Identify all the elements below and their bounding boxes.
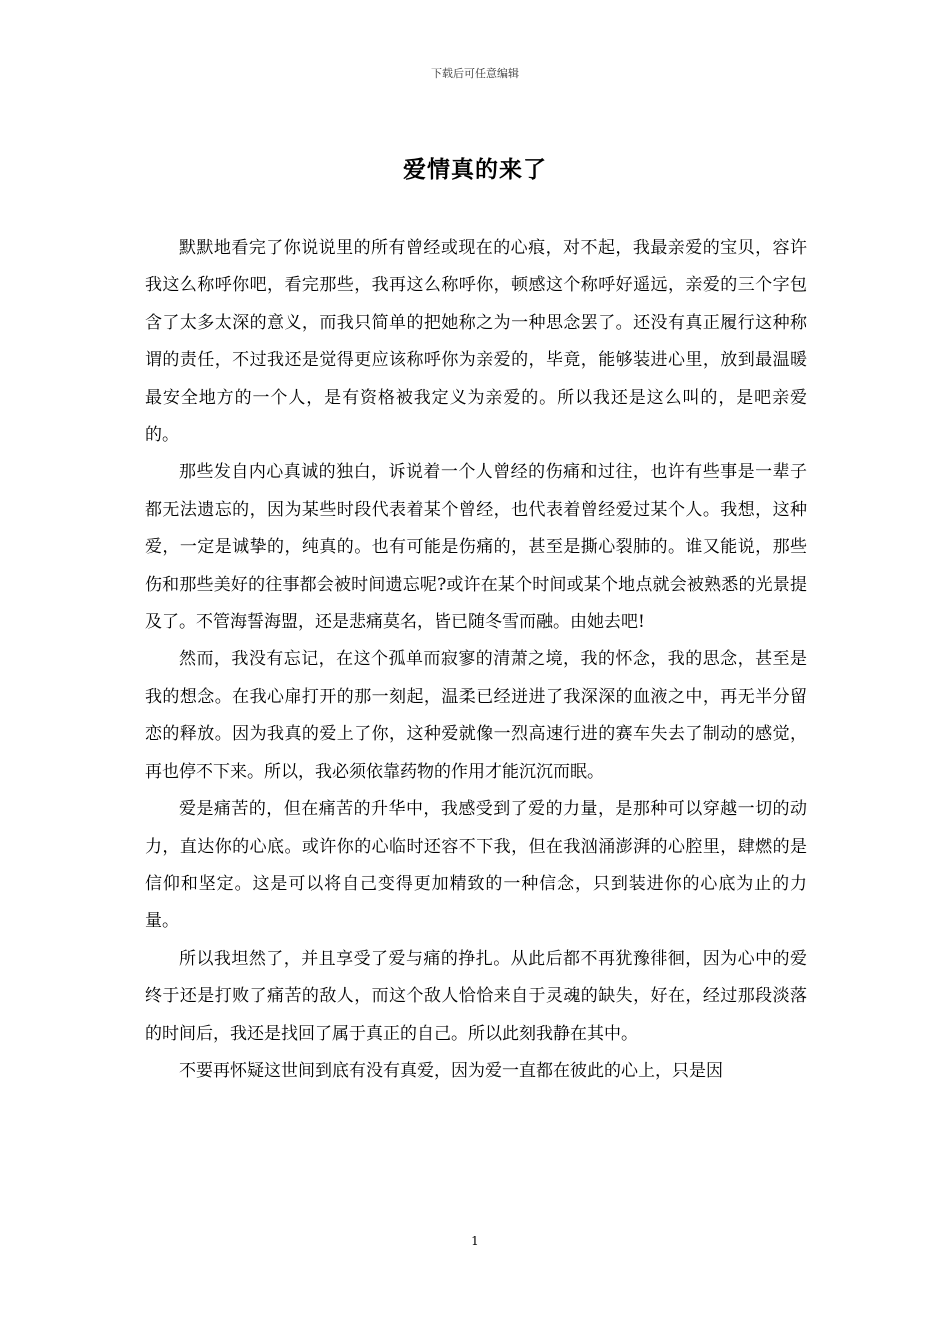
document-title: 爱情真的来了 <box>403 157 547 183</box>
header-note: 下载后可任意编辑 <box>431 67 519 80</box>
paragraph-2: 那些发自内心真诚的独白，诉说着一个人曾经的伤痛和过往，也许有些事是一辈子都无法遗忘的，因为某些时段代表着某个曾经，也代表着曾经爱过某个人。我想，这种爱，一定是诚挚的，纯真的。也有可能是伤痛的，甚至是撕心裂肺的。谁又能说，那些伤和那些美好的往事都会被时间遗忘呢?或许在某个时间或某个地点就会被熟悉的光景提及了。不管海誓海盟，还是悲痛莫名，皆已随冬雪而融。由她去吧! <box>145 462 807 633</box>
paragraph-3: 然而，我没有忘记，在这个孤单而寂寥的清萧之境，我的怀念，我的思念，甚至是我的想念。在我心扉打开的那一刻起，温柔已经迸进了我深深的血液之中，再无半分留恋的释放。因为我真的爱上了你，这种爱就像一烈高速行进的赛车失去了制动的感觉，再也停不下来。所以，我必须依靠药物的作用才能沉沉而眠。 <box>145 649 807 782</box>
paragraph-6: 不要再怀疑这世间到底有没有真爱，因为爱一直都在彼此的心上，只是因 <box>179 1060 723 1081</box>
paragraph-5: 所以我坦然了，并且享受了爱与痛的挣扎。从此后都不再犹豫徘徊，因为心中的爱终于还是打败了痛苦的敌人，而这个敌人恰恰来自于灵魂的缺失，好在，经过那段淡落的时间后，我还是找回了属于真正的自己。所以此刻我静在其中。 <box>145 948 807 1044</box>
paragraph-1: 默默地看完了你说说里的所有曾经或现在的心痕，对不起，我最亲爱的宝贝，容许我这么称呼你吧，看完那些，我再这么称呼你，顿感这个称呼好遥远，亲爱的三个字包含了太多太深的意义，而我只简单的把她称之为一种思念罢了。还没有真正履行这种称谓的责任，不过我还是觉得更应该称呼你为亲爱的，毕竟，能够装进心里，放到最温暖最安全地方的一个人，是有资格被我定义为亲爱的。所以我还是这么叫的，是吧亲爱的。 <box>145 238 807 446</box>
paragraph-4: 爱是痛苦的，但在痛苦的升华中，我感受到了爱的力量，是那种可以穿越一切的动力，直达你的心底。或许你的心临时还容不下我，但在我汹涌澎湃的心腔里，肆燃的是信仰和坚定。这是可以将自己变得更加精致的一种信念，只到装进你的心底为止的力量。 <box>145 799 807 932</box>
document-body <box>145 230 807 1090</box>
page-number: 1 <box>471 1234 479 1248</box>
